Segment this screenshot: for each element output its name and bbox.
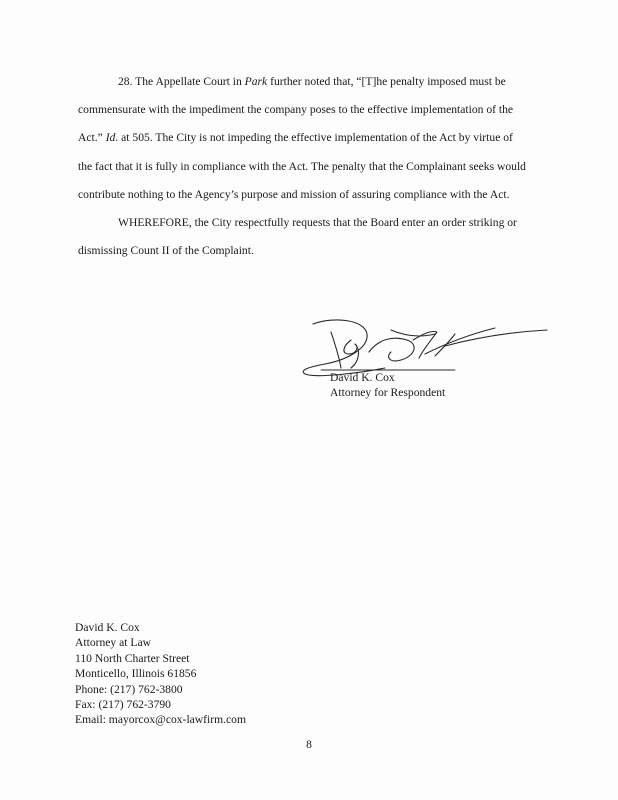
signature-block [330, 370, 445, 400]
address-street: 110 North Charter Street [75, 651, 190, 665]
signer-title: Attorney for Respondent [330, 386, 446, 399]
address-email: Email: mayorcox@cox-lawfirm.com [75, 713, 247, 727]
case-name: Park [244, 75, 268, 88]
text-run: Act.” [78, 131, 106, 145]
text-run: further noted that, “[T]he penalty imposed must be [267, 75, 506, 88]
address-phone: Phone: (217) 762-3800 [75, 682, 183, 696]
wherefore-paragraph [78, 209, 558, 265]
paragraph-line: the fact that it is fully in compliance with the Act. The penalty that the Complainant seeks would [78, 159, 526, 173]
address-fax: Fax: (217) 762-3790 [75, 698, 171, 712]
paragraph-line [78, 124, 558, 152]
body-text [78, 68, 558, 265]
text-run: 28. The Appellate Court in [118, 75, 245, 88]
text-run: at 505. The City is not impeding the effective implementation of the Act by virtue of [118, 131, 513, 145]
address-role: Attorney at Law [75, 636, 151, 650]
paragraph-line: WHEREFORE, the City respectfully requests that the Board enter an order striking or [118, 216, 517, 230]
address-name: David K. Cox [75, 621, 140, 634]
paragraph-line: dismissing Count II of the Complaint. [78, 244, 254, 258]
paragraph-line: commensurate with the impediment the company poses to the effective implementation of the [78, 103, 514, 117]
address-city: Monticello, Illinois 61856 [75, 667, 197, 681]
paragraph-line: contribute nothing to the Agency’s purpose and mission of assuring compliance with the Act. [78, 187, 510, 201]
page-number: 8 [306, 738, 312, 751]
paragraph-28 [78, 68, 558, 209]
paragraph-line [78, 68, 558, 96]
citation-id: Id. [105, 131, 119, 145]
address-block [75, 620, 246, 728]
signer-name: David K. Cox [330, 371, 395, 384]
